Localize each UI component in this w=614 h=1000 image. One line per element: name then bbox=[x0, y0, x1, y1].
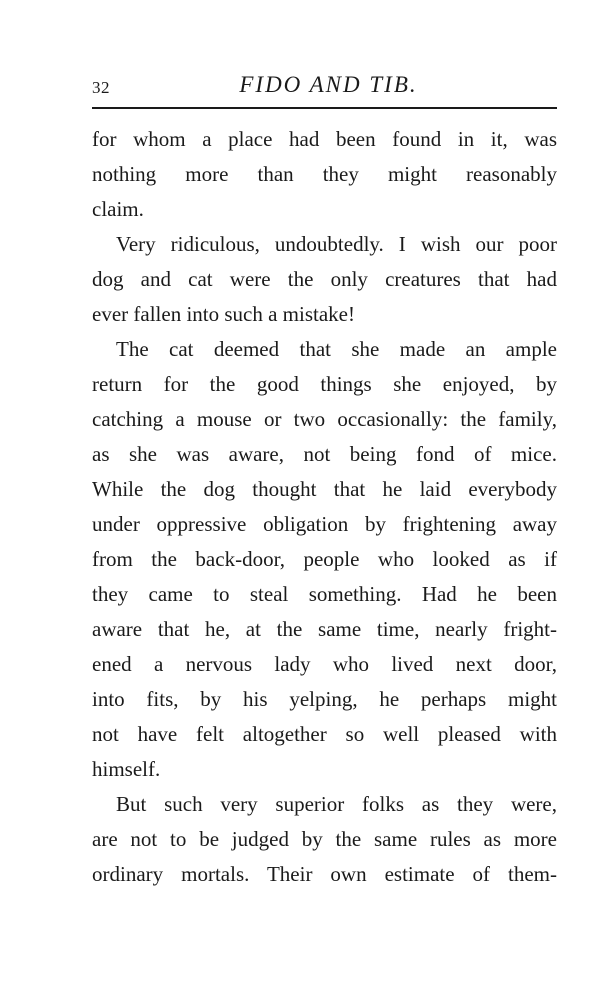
text-line: While the dog thought that he laid everybody bbox=[92, 477, 557, 501]
text-line: Very ridiculous, undoubtedly. I wish our poor bbox=[116, 232, 557, 256]
text-line: as she was aware, not being fond of mice. bbox=[92, 442, 557, 466]
paragraph-1 bbox=[92, 122, 557, 227]
body-text bbox=[92, 122, 557, 892]
text-line: ened a nervous lady who lived next door, bbox=[92, 652, 557, 676]
text-line: into fits, by his yelping, he perhaps might bbox=[92, 687, 557, 711]
paragraph-3 bbox=[92, 332, 557, 787]
header-rule bbox=[92, 107, 557, 109]
text-line: they came to steal something. Had he been bbox=[92, 582, 557, 606]
text-line: claim. bbox=[92, 197, 144, 221]
text-line: But such very superior folks as they were, bbox=[116, 792, 557, 816]
text-line: dog and cat were the only creatures that had bbox=[92, 267, 557, 291]
text-line: not have felt altogether so well pleased with bbox=[92, 722, 557, 746]
text-line: aware that he, at the same time, nearly fright- bbox=[92, 617, 557, 641]
text-line: ordinary mortals. Their own estimate of them- bbox=[92, 862, 557, 886]
text-line: nothing more than they might reasonably bbox=[92, 162, 557, 186]
text-line: ever fallen into such a mistake! bbox=[92, 302, 355, 326]
running-title: FIDO AND TIB. bbox=[239, 72, 418, 97]
paragraph-4 bbox=[92, 787, 557, 892]
text-line: under oppressive obligation by frightening away bbox=[92, 512, 557, 536]
text-line: catching a mouse or two occasionally: the family, bbox=[92, 407, 557, 431]
page-number: 32 bbox=[92, 78, 110, 97]
text-line: return for the good things she enjoyed, by bbox=[92, 372, 557, 396]
text-line: for whom a place had been found in it, was bbox=[92, 127, 557, 151]
text-line: from the back-door, people who looked as if bbox=[92, 547, 557, 571]
paragraph-2 bbox=[92, 227, 557, 332]
text-line: The cat deemed that she made an ample bbox=[116, 337, 557, 361]
text-line: himself. bbox=[92, 757, 161, 781]
text-line: are not to be judged by the same rules as more bbox=[92, 827, 557, 851]
running-head bbox=[92, 72, 557, 102]
